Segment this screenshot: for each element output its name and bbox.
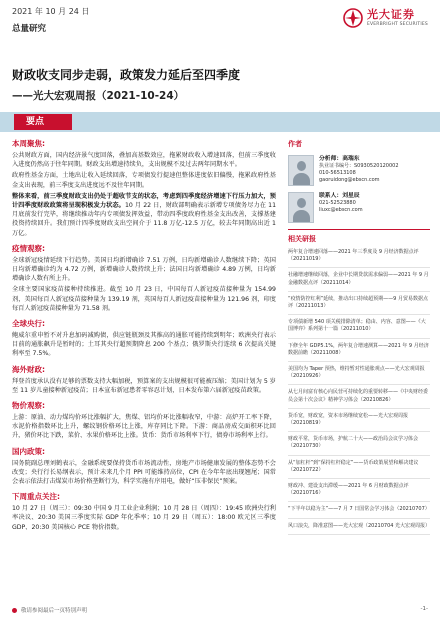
report-title: 财政收支同步走弱，政策发力延后至四季度 — [12, 68, 241, 82]
related-report-item[interactable]: 财政平常，货币市场，护航二十大——政治局会议学习体会（20210730） — [288, 436, 430, 455]
related-report-item[interactable]: “疫情防控红利”延续，推动出口持续超预期——9 月贸易数据点评（20211013） — [288, 296, 430, 315]
analyst-name: 联系人：刘星辰 — [319, 193, 360, 199]
paragraph-text: 拜登首度承认没有足够的票数支持大幅加税，预算案的支出规模很可能被压缩；美国计划为 5 岁至 11 岁儿童接种新冠疫苗；日本宣布新冠患者零容忍计划，日本发布第六届新冠疫苗政策。 — [12, 377, 276, 394]
logo-chinese-text: 光大证券 — [366, 8, 415, 21]
section-paragraph — [12, 285, 276, 313]
section-paragraph — [12, 192, 276, 238]
related-report-item[interactable]: 风口浪尖，降准意图——光大宏观（20210704 光大宏观周报） — [288, 523, 430, 535]
everbright-logo-icon — [343, 8, 363, 28]
footer-disclaimer — [12, 606, 87, 614]
section-paragraph — [12, 151, 276, 169]
sidebar — [288, 139, 430, 539]
related-report-item[interactable]: “下半年以稳为主”——7 月 7 日国常会学习体会（20210707） — [288, 506, 430, 518]
section-heading: 本周聚焦: — [12, 139, 45, 148]
related-report-item[interactable]: 从七月间富有核心向民营可持续化的重要转移——《中央财经委员会第十次会议》精神学习体会（20210826） — [288, 389, 430, 408]
page-header — [0, 0, 440, 40]
section-paragraph — [12, 171, 276, 189]
section-paragraph — [12, 459, 276, 487]
paragraph-text: 国务院副总理刘鹤表示，金融系统要保持货币市场流动性，房地产市场健康发展的整体态势不会改变；央行行长易纲表示，预计未来几个月 PPI 可能维持高位，CPI 在今年年底出现翘尾；国常会表示依法打击煤炭市场价格垄断行为，科学实施有序用电，做好“压非保民”预案。 — [12, 459, 276, 486]
section-paragraph — [12, 413, 276, 441]
logo-english-text: EVERBRIGHT SECURITIES — [366, 22, 428, 27]
analyst-phone: 010-56513108 — [319, 170, 356, 176]
analyst-name: 分析师：高瑞东 — [319, 156, 360, 162]
paragraph-text: 上游：原油、动力煤均价环比涨幅扩大，焦煤、铝均价环比涨幅收窄，中游：高炉开工率下降，水泥价格指数环比上升，螺纹钢价格环比上涨，库存同比下降。下游：商品房成交面积环比回升，猪价环比下跌，菜价、水果价格环比上涨。货币：货币市场利率下行，债券市场利率上行。 — [12, 414, 276, 440]
report-category: 总量研究 — [12, 24, 47, 34]
related-report-item[interactable]: 财政冲、建设支出滞缓——2021 年 6 月财政数据点评（20210716） — [288, 483, 430, 502]
author-heading: 作者 — [288, 140, 302, 148]
section-heading: 国内政策: — [12, 446, 45, 456]
section-heading: 物价观察: — [12, 401, 45, 411]
analyst-cert: 执业证书编号：S0930520120002 — [319, 163, 399, 169]
page-number: -1- — [420, 606, 428, 612]
section-paragraph — [12, 377, 276, 395]
analyst-phone: 021-52523880 — [319, 200, 356, 206]
paragraph-text: 10 月 22 日，财政部明确表示新增专项债务尽力在 11 月底前发行完毕，将继续推动年内专项债发挥效益，带动四季度政府性基金支出改善，支撑基建投资持续回升。我们预计四季度财政支出空间介于 11.8 万亿-12.5 万亿，较去年同期高出近 1 万亿。 — [12, 202, 277, 237]
section-heading: 全球央行: — [12, 319, 45, 329]
related-report-item[interactable]: 货币宽，财政宽，资本市场继续宽松——光大宏观周报（20210819） — [288, 413, 430, 432]
section-paragraph — [12, 331, 276, 359]
related-report-item[interactable]: 下修全年 GDP5.1%，两年复合增速测算——2021 年 9 月经济数据前瞻（20211008） — [288, 343, 430, 362]
paragraph-text: 公共财政方面，国内经济景气度回落，叠加高基数效应，拖累财政收入增速回落，但前三季度收入进度仍然高于往年同期。财政支出增速持续负，支出规模不及过去两年同期水平。 — [12, 152, 276, 169]
analyst-info — [319, 192, 363, 223]
related-report-item[interactable]: 从“加杠杆”到“保持杠杆稳定”——货币政策展望和解决建议（20210722） — [288, 460, 430, 479]
related-report-item[interactable]: 专项债新增 540 项关税排除清单；稳由、内容、意图——《大国博弈》系列第十一篇（20211010） — [288, 319, 430, 338]
analyst-card — [288, 155, 430, 186]
analyst-email[interactable]: liuxc@ebscn.com — [319, 207, 363, 213]
section-heading: 下周重点关注: — [12, 492, 60, 502]
section-heading: 海外财政: — [12, 364, 45, 374]
related-report-item[interactable]: 社融增速继续回落，企业中长期贷款需求偏弱——2021 年 9 月金融数据点评（20211014） — [288, 272, 430, 291]
analyst-photo — [288, 192, 314, 223]
section-paragraph — [12, 504, 276, 532]
analyst-photo — [288, 155, 314, 186]
related-reports-heading: 相关研报 — [288, 229, 430, 244]
analyst-card — [288, 192, 430, 223]
paragraph-emphasis: 整体来看，前三季度财政支出仍处于超收节支的状态，考虑到四季度经济增速下行压力加大，预计四季度财政政策将呈现积极发力状态。 — [12, 192, 276, 210]
paragraph-text: 政府性基金方面，土地出让收入延续回落，专项债发行提速但整体进度依旧偏慢，拖累政府性基金支出表现，前三季度支出进度远不及往年同期。 — [12, 172, 276, 189]
main-content — [12, 139, 276, 532]
related-report-item[interactable]: 美国均为 Taper 预热，维持暂对性通胀观点——光大宏观周报（20210926） — [288, 366, 430, 385]
summary-tag: 要点 — [14, 114, 72, 130]
section-heading: 疫情观察: — [12, 243, 45, 253]
analyst-info — [319, 155, 399, 186]
related-report-item[interactable]: 两年复合增速回落——2021 年三季度及 9 月经济数据点评（20211019） — [288, 249, 430, 268]
paragraph-text: 鲍威尔重申暂不对升息加码减购债，供应链瓶颈及其推高的通胀可能持续到明年；欧洲央行表示目前的通胀飙升是暂时的；土耳其央行超预期降息 200 个基点；俄罗斯央行连续 6 次提高关键利率至 7.5%。 — [12, 332, 276, 358]
company-logo — [343, 8, 428, 28]
paragraph-text: 全球新冠疫情延续下行趋势。美国日均新增确诊 7.51 万例，日均新增确诊人数继续下降；英国日均新增确诊约为 4.72 万例，新增确诊人数持续上升；法国日均新增确诊 4.89 万例，日均新增确诊人数有所上升。 — [12, 256, 276, 283]
disclaimer-text: 敬请参阅最后一页特别声明 — [21, 608, 88, 614]
section-paragraph — [12, 256, 276, 284]
report-date: 2021 年 10 月 24 日 — [12, 7, 90, 16]
report-subtitle: ——光大宏观周报（2021-10-24） — [12, 90, 185, 102]
paragraph-text: 全球主要国家疫苗接种持续推进。截至 10 月 23 日，中国每百人新冠疫苗接种量为 154.99 剂，美国每百人新冠疫苗接种量为 139.19 剂，英国每百人新冠疫苗接种量为 121.96 剂，印度每百人新冠疫苗接种量为 71.58 剂。 — [12, 286, 276, 312]
analyst-email[interactable]: gaoruidong@ebscn.com — [319, 177, 380, 183]
bullet-icon — [12, 608, 17, 613]
paragraph-text: 10 月 27 日（周三）：09:30 中国 9 月工业企业利润；10 月 28 日（周四）：19:45 欧洲央行利率决议、20:30 美国三季度实际 GDP 年化季率；10 月 29 日（周五）：18:00 欧元区三季度 GDP、20:30 美国核心 PCE 物价指数。 — [12, 505, 276, 531]
